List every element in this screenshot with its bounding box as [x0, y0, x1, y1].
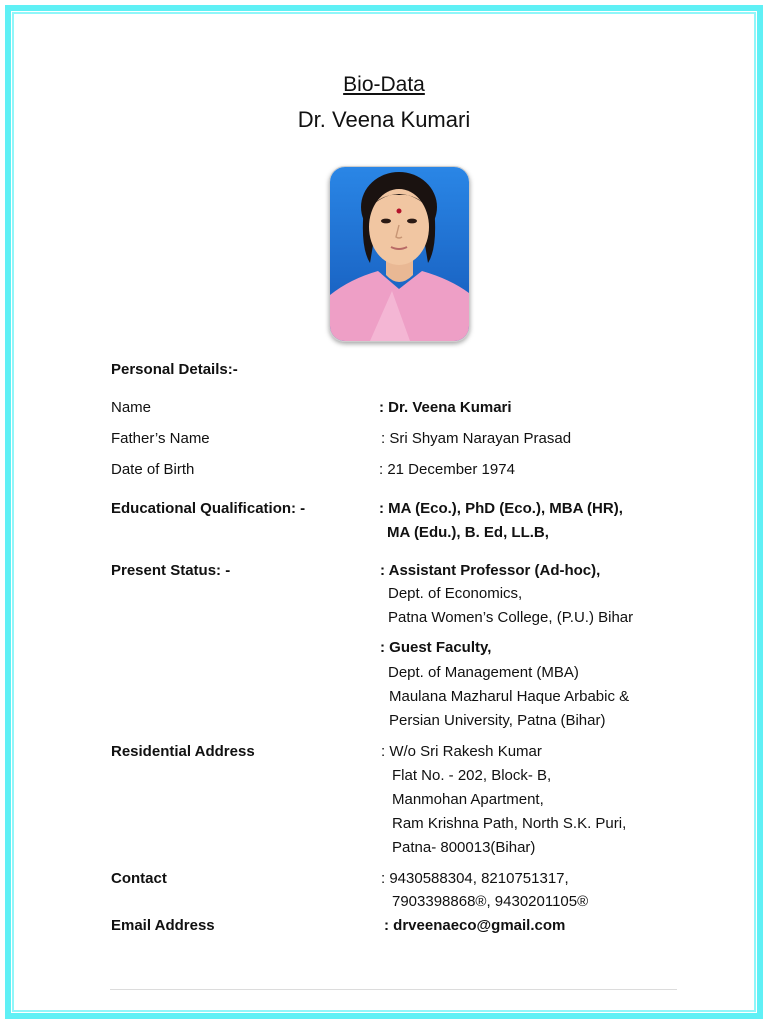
portrait-image: [330, 167, 469, 341]
dob-value: : 21 December 1974: [379, 461, 515, 478]
present-status-label: Present Status: -: [111, 562, 231, 579]
footer-divider: [110, 989, 677, 990]
education-line-1: : MA (Eco.), PhD (Eco.), MBA (HR),: [379, 500, 623, 517]
contact-label: Contact: [111, 870, 167, 887]
father-name-label: Father’s Name: [111, 430, 210, 447]
doc-title: Bio-Data: [343, 73, 425, 96]
name-label: Name: [111, 399, 152, 416]
address-line-2: Flat No. - 202, Block- B,: [392, 767, 552, 784]
education-label: Educational Qualification: -: [111, 500, 306, 517]
status-role-1-dept: Dept. of Economics,: [388, 585, 523, 602]
status-role-2: : Guest Faculty,: [380, 639, 492, 656]
personal-details-heading: Personal Details:-: [111, 361, 238, 378]
status-role-2-dept: Dept. of Management (MBA): [388, 664, 579, 681]
email-label: Email Address: [111, 917, 215, 934]
status-role-2-institution-2: Persian University, Patna (Bihar): [389, 712, 606, 729]
status-role-2-institution-1: Maulana Mazharul Haque Arbabic &: [389, 688, 630, 705]
dob-label: Date of Birth: [111, 461, 195, 478]
address-line-3: Manmohan Apartment,: [392, 791, 544, 808]
contact-line-1: : 9430588304, 8210751317,: [381, 870, 569, 887]
education-line-2: MA (Edu.), B. Ed, LL.B,: [387, 524, 549, 541]
address-label: Residential Address: [111, 743, 255, 760]
father-name-value: : Sri Shyam Narayan Prasad: [381, 430, 572, 447]
status-role-1-institution: Patna Women’s College, (P.U.) Bihar: [388, 609, 634, 626]
contact-line-2: 7903398868®, 9430201105®: [392, 893, 589, 910]
status-role-1: : Assistant Professor (Ad-hoc),: [380, 562, 601, 579]
person-name-heading: Dr. Veena Kumari: [297, 107, 471, 132]
address-line-1: : W/o Sri Rakesh Kumar: [381, 743, 542, 760]
email-value[interactable]: : drveenaeco@gmail.com: [384, 917, 566, 934]
address-line-4: Ram Krishna Path, North S.K. Puri,: [392, 815, 627, 832]
address-line-5: Patna- 800013(Bihar): [392, 839, 536, 856]
profile-photo: [329, 166, 470, 342]
name-value: : Dr. Veena Kumari: [379, 399, 512, 416]
